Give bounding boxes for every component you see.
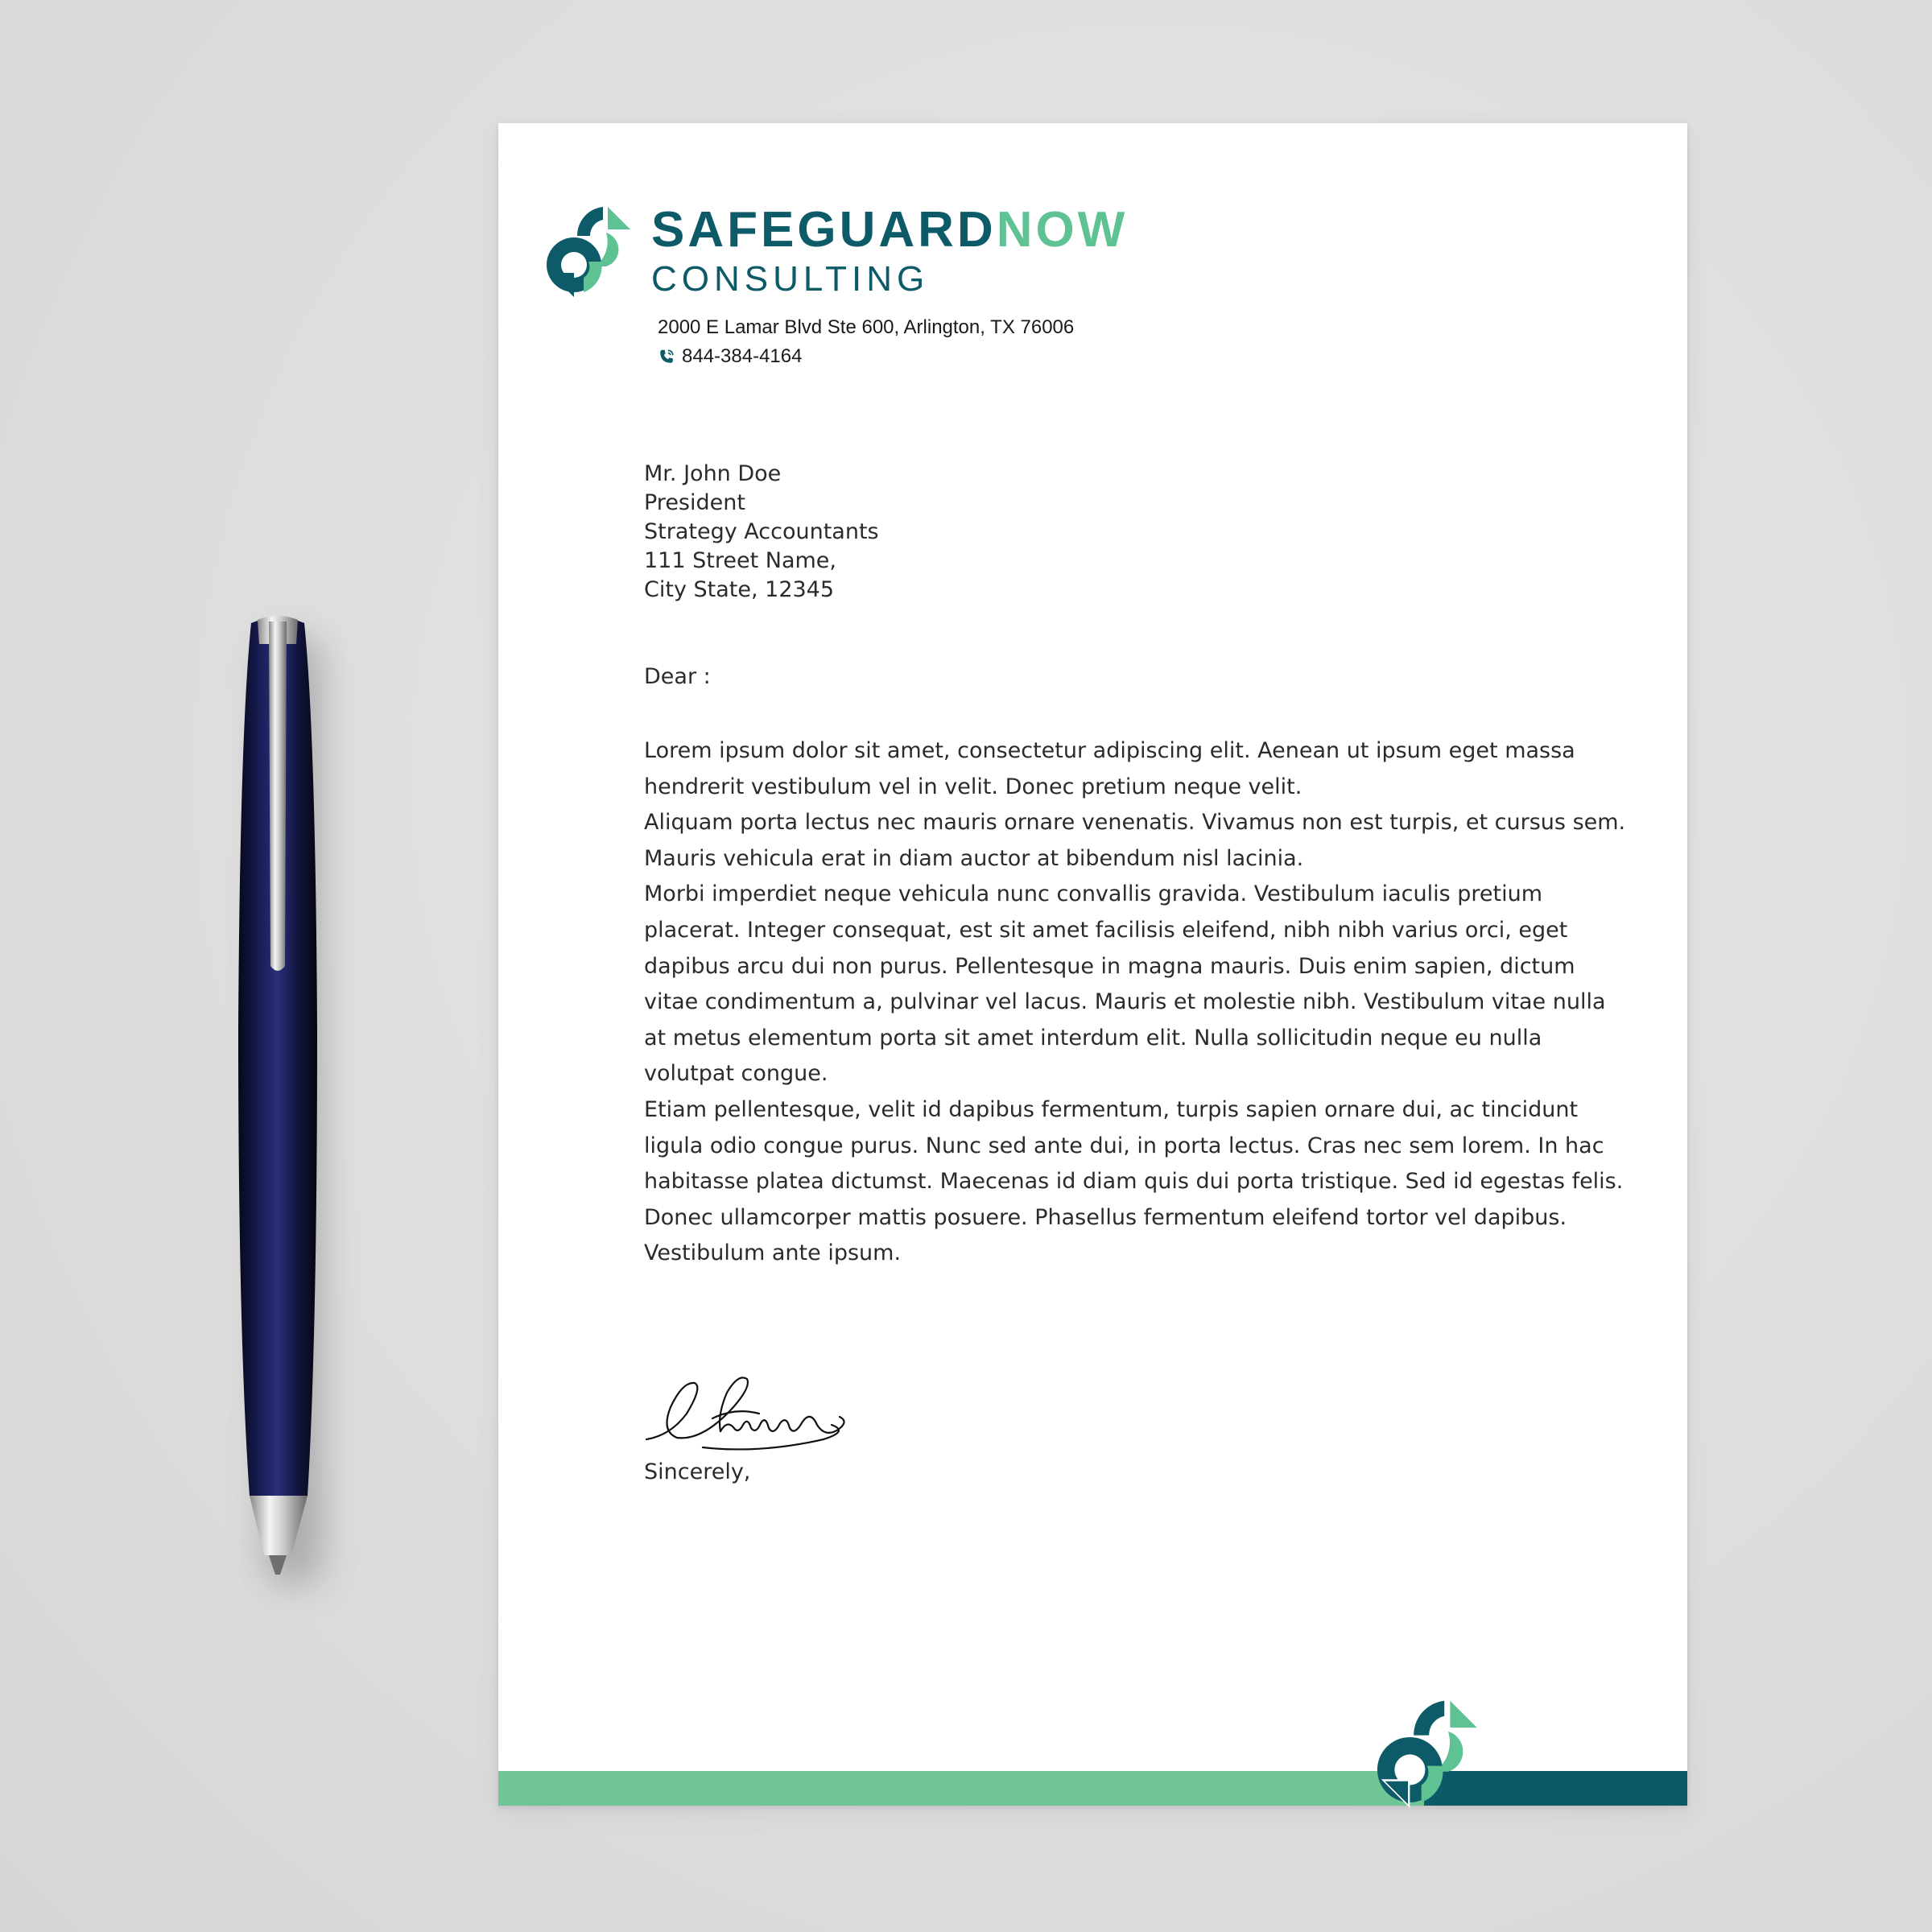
closing: Sincerely,	[644, 1459, 751, 1484]
brand-name-primary: SAFEGUARD	[651, 202, 997, 258]
body-paragraph: Aliquam porta lectus nec mauris ornare venenatis. Vivamus non est turpis, et cursus sem. Mauris vehicula erat in diam auctor at bibendum nisl lacinia.	[644, 810, 1626, 871]
phone-icon	[658, 348, 675, 365]
safeguardnow-logo-icon	[545, 204, 634, 297]
letter-content	[644, 460, 1634, 1272]
body-paragraph: Etiam pellentesque, velit id dapibus fermentum, turpis sapien ornare dui, ac tincidunt ligula odio congue purus. Nunc sed ante dui, in porta lectus. Cras nec sem lorem. In hac habitasse platea dictumst. Maecenas id diam quis dui porta tristique. Sed id egestas felis. Donec ullamcorper mattis posuere. Phasellus fermentum eleifend tortor vel dapibus. Vestibulum ante ipsum.	[644, 1096, 1624, 1266]
letter-paper	[498, 123, 1687, 1806]
recipient-title: President	[644, 490, 745, 515]
phone-row	[658, 342, 1074, 371]
company-address: 2000 E Lamar Blvd Ste 600, Arlington, TX 76006	[658, 316, 1075, 338]
handwritten-signature	[638, 1351, 856, 1472]
brand-wordmark	[651, 202, 1129, 299]
brand-name	[651, 202, 1129, 258]
recipient-name: Mr. John Doe	[644, 461, 782, 486]
brand-name-accent: NOW	[996, 202, 1129, 258]
recipient-company: Strategy Accountants	[644, 519, 879, 544]
recipient-city: City State, 12345	[644, 577, 835, 602]
body-paragraph: Lorem ipsum dolor sit amet, consectetur adipiscing elit. Aenean ut ipsum eget massa hendrerit vestibulum vel in velit. Donec pretium neque velit.	[644, 738, 1575, 799]
recipient-street: 111 Street Name,	[644, 548, 836, 573]
contact-block	[658, 313, 1074, 371]
brand-subtitle: CONSULTING	[651, 259, 930, 299]
company-phone: 844-384-4164	[682, 345, 803, 367]
body-paragraph: Morbi imperdiet neque vehicula nunc convallis gravida. Vestibulum iaculis pretium placerat. Integer consequat, est sit amet facilisis eleifend, nibh nibh varius orci, eget dapibus arcu dui non purus. Pellentesque in magna mauris. Duis enim sapien, dictum vitae condimentum a, pulvinar vel lacus. Mauris et molestie nibh. Vestibulum vitae nulla at metus elementum porta sit amet interdum elit. Nulla sollicitudin neque eu nulla volutpat congue.	[644, 881, 1606, 1087]
footer-band-green	[498, 1771, 1424, 1806]
ballpoint-pen-icon	[233, 612, 322, 1578]
letter-body	[644, 733, 1634, 1272]
salutation: Dear :	[644, 664, 711, 689]
footer-logo-icon	[1372, 1697, 1484, 1808]
recipient-block	[644, 460, 1634, 605]
